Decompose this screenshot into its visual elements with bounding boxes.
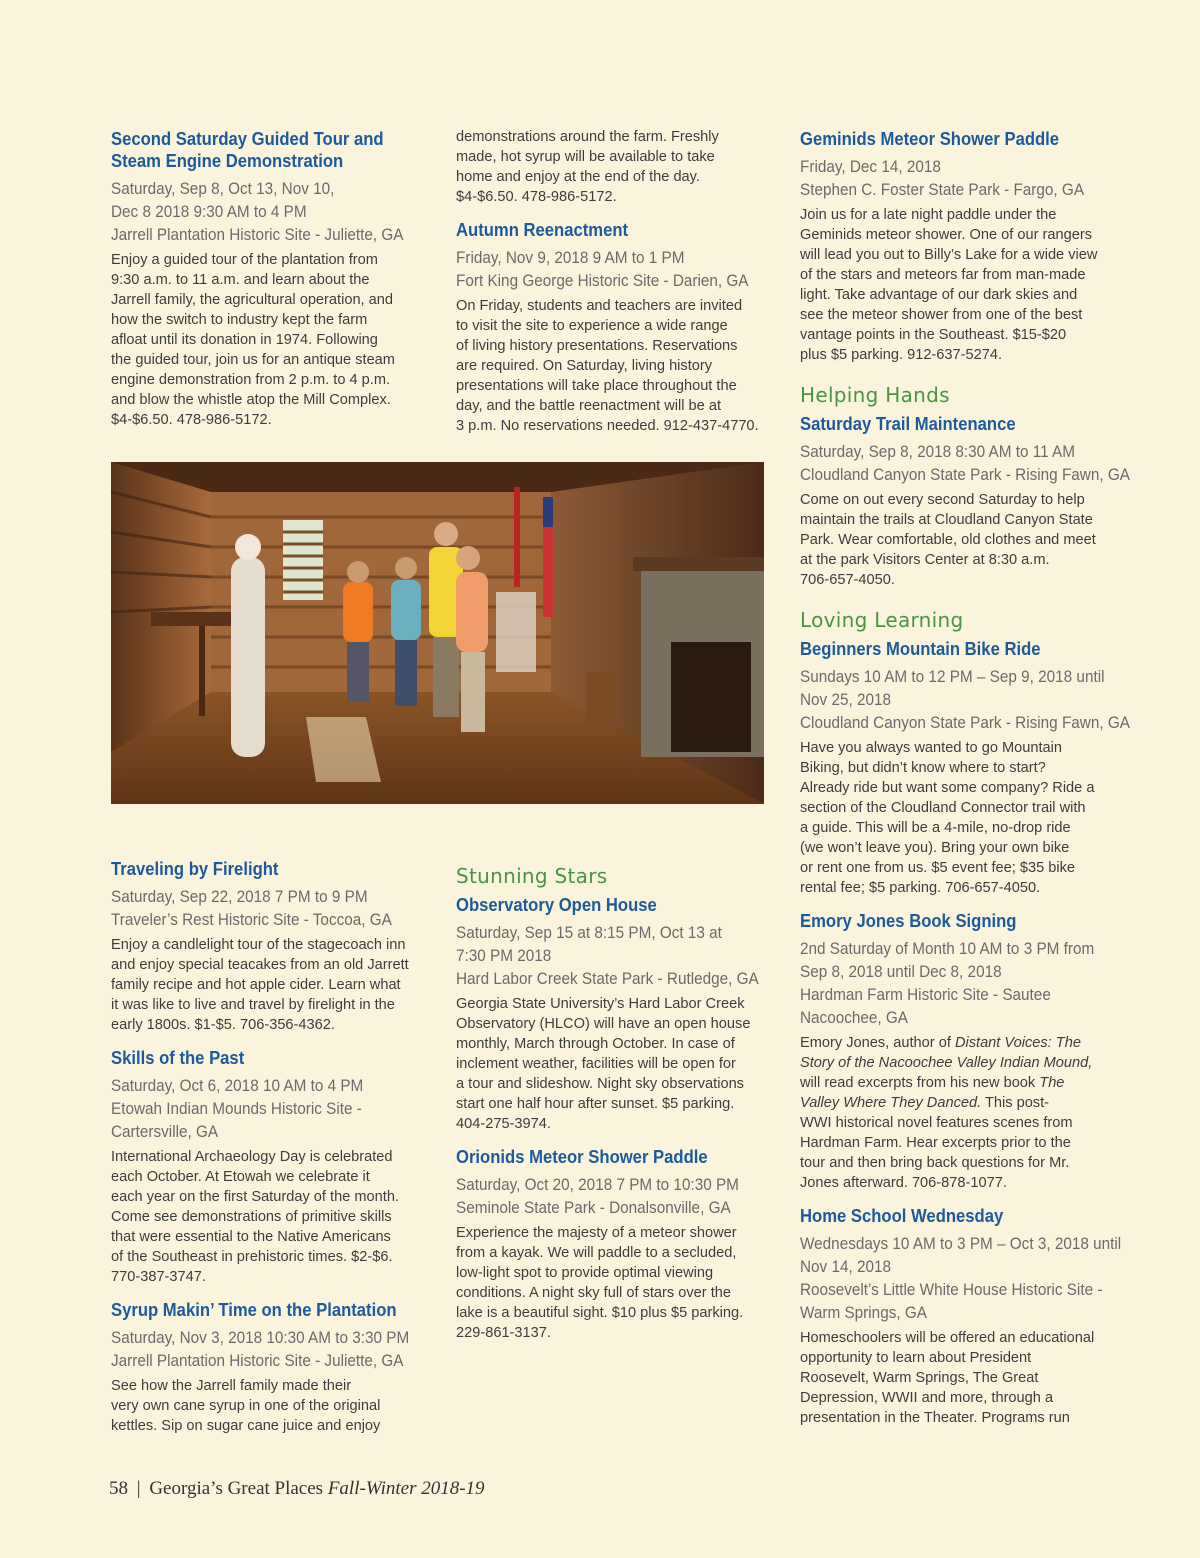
column-2-bottom [456,864,776,1355]
page-number: 58 [109,1478,128,1499]
event-title: Home School Wednesday [800,1205,1004,1226]
event-geminids-meteor-shower [800,128,1130,365]
event-trail-maintenance [800,413,1130,590]
event-meta: Saturday, Sep 8, Oct 13, Nov 10, Dec 8 2018 9:30 AM to 4 PM Jarrell Plantation Historic Site - Juliette, GA [111,179,404,244]
event-syrup-makin-time [111,1299,441,1436]
section-heading-loving-learning: Loving Learning [800,608,964,632]
event-description: Emory Jones, author of Distant Voices: The Story of the Nacoochee Valley Indian Mound, will read excerpts from his new book The Valley Where They Danced. This post- WWI historical novel features scenes from Hardman Farm. Hear excerpts prior to the tour and then bring back questions for Mr. Jones afterward. 706-878-1077. [800,1035,1093,1191]
section-heading-stunning-stars: Stunning Stars [456,864,608,888]
event-description: Homeschoolers will be offered an educational opportunity to learn about President Roosevelt, Warm Springs, The Great Depression, WWII and more, through a presentation in the Theater. Programs run [800,1330,1095,1426]
column-3 [800,128,1130,1440]
event-title: Autumn Reenactment [456,219,629,240]
event-meta: Friday, Dec 14, 2018 Stephen C. Foster State Park - Fargo, GA [800,157,1085,199]
event-description: Come on out every second Saturday to help maintain the trails at Cloudland Canyon State Park. Wear comfortable, old clothes and meet at the park Visitors Center at 8:30 a.m. 706-657-4050. [800,492,1096,588]
event-description: Enjoy a guided tour of the plantation from 9:30 a.m. to 11 a.m. and learn about the Jarrell family, the agricultural operation, and how the switch to industry kept the farm afloat until its donation in 1974. Following the guided tour, join us for an antique steam engine demonstration from 2 p.m. to 4 p.m. and blow the whistle atop the Mill Complex. $4-$6.50. 478-986-5172. [111,252,395,428]
event-description: Have you always wanted to go Mountain Biking, but didn’t know where to start? Already ride but want some company? Ride a section of the Cloudland Connector trail with a guide. This will be a 4-mile, no-drop ride (we won’t leave you). Bring your own bike or rent one from us. $5 event fee; $35 bike rental fee; $5 parking. 706-657-4050. [800,740,1095,896]
event-title: Emory Jones Book Signing [800,910,1017,931]
column-2-top [456,127,776,448]
continued-description: demonstrations around the farm. Freshly made, hot syrup will be available to take home and enjoy at the end of the day. $4-$6.50. 478-986-5172. [456,129,719,205]
event-meta: Wednesdays 10 AM to 3 PM – Oct 3, 2018 until Nov 14, 2018 Roosevelt’s Little White House Historic Site - Warm Springs, GA [800,1234,1122,1322]
event-autumn-reenactment [456,219,776,436]
event-meta: Saturday, Nov 3, 2018 10:30 AM to 3:30 PM Jarrell Plantation Historic Site - Juliette, GA [111,1328,410,1370]
event-meta: Saturday, Sep 22, 2018 7 PM to 9 PM Traveler’s Rest Historic Site - Toccoa, GA [111,887,392,929]
event-description: Experience the majesty of a meteor shower from a kayak. We will paddle to a secluded, low-light spot to provide optimal viewing conditions. A night sky full of stars over the lake is a beautiful sight. $10 plus $5 parking. 229-861-3137. [456,1225,744,1341]
footer-separator: | [136,1478,141,1499]
column-1-bottom [111,858,441,1448]
event-title: Second Saturday Guided Tour and Steam Engine Demonstration [111,128,384,171]
event-title: Geminids Meteor Shower Paddle [800,128,1060,149]
event-second-saturday [111,128,431,430]
event-book-signing [800,910,1130,1193]
event-description: Enjoy a candlelight tour of the stagecoach inn and enjoy special teacakes from an old Jarrett family recipe and hot apple cider. Learn what it was like to live and travel by firelight in the early 1800s. $1-$5. 706-356-4362. [111,937,409,1033]
event-meta: Saturday, Sep 8, 2018 8:30 AM to 11 AM Cloudland Canyon State Park - Rising Fawn, GA [800,442,1130,484]
event-meta: Saturday, Oct 20, 2018 7 PM to 10:30 PM Seminole State Park - Donalsonville, GA [456,1175,739,1217]
event-skills-of-the-past [111,1047,441,1287]
page-footer [109,1478,485,1500]
event-title: Traveling by Firelight [111,858,279,879]
event-description: On Friday, students and teachers are invited to visit the site to experience a wide range of living history presentations. Reservations are required. On Saturday, living history presentations will take place throughout the day, and the battle reenactment will be at 3 p.m. No reservations needed. 912-437-4770. [456,298,759,434]
section-heading-helping-hands: Helping Hands [800,383,950,407]
cabin-interior-illustration [111,462,764,804]
column-1-top [111,128,431,442]
event-description: International Archaeology Day is celebrated each October. At Etowah we celebrate it each year on the first Saturday of the month. Come see demonstrations of primitive skills that were essential to the Native Americans of the Southeast in prehistoric times. $2-$6. 770-387-3747. [111,1149,399,1285]
event-description: See how the Jarrell family made their very own cane syrup in one of the original kettles. Sip on sugar cane juice and enjoy [111,1378,381,1434]
event-orionids-meteor-shower [456,1146,776,1343]
event-title: Syrup Makin’ Time on the Plantation [111,1299,397,1320]
event-title: Observatory Open House [456,894,657,915]
event-meta: Sundays 10 AM to 12 PM – Sep 9, 2018 until Nov 25, 2018 Cloudland Canyon State Park - Rising Fawn, GA [800,667,1130,732]
event-meta: Saturday, Oct 6, 2018 10 AM to 4 PM Etowah Indian Mounds Historic Site - Cartersville, GA [111,1076,364,1141]
event-title: Beginners Mountain Bike Ride [800,638,1041,659]
event-title: Skills of the Past [111,1047,245,1068]
event-meta: Saturday, Sep 15 at 8:15 PM, Oct 13 at 7:30 PM 2018 Hard Labor Creek State Park - Rutledge, GA [456,923,759,988]
event-description: Georgia State University’s Hard Labor Creek Observatory (HLCO) will have an open house monthly, March through October. In case of inclement weather, facilities will be open for a tour and slideshow. Night sky observations start one half hour after sunset. $5 parking. 404-275-3974. [456,996,751,1132]
event-meta: 2nd Saturday of Month 10 AM to 3 PM from Sep 8, 2018 until Dec 8, 2018 Hardman Farm Historic Site - Sautee Nacoochee, GA [800,939,1095,1027]
issue-name: Fall-Winter 2018-19 [327,1478,485,1499]
event-title: Orionids Meteor Shower Paddle [456,1146,708,1167]
event-observatory-open-house [456,894,776,1134]
event-description: Join us for a late night paddle under the Geminids meteor shower. One of our rangers will lead you out to Billy’s Lake for a wide view of the stars and meteors far from man-made light. Take advantage of our dark skies and see the meteor shower from one of the best vantage points in the Southeast. $15-$20 plus $5 parking. 912-637-5274. [800,207,1098,363]
event-mountain-bike-ride [800,638,1130,898]
event-traveling-by-firelight [111,858,441,1035]
cabin-photo [111,462,764,804]
event-home-school-wednesday [800,1205,1130,1428]
event-title: Saturday Trail Maintenance [800,413,1016,434]
magazine-name: Georgia’s Great Places [149,1478,324,1499]
event-meta: Friday, Nov 9, 2018 9 AM to 1 PM Fort King George Historic Site - Darien, GA [456,248,749,290]
